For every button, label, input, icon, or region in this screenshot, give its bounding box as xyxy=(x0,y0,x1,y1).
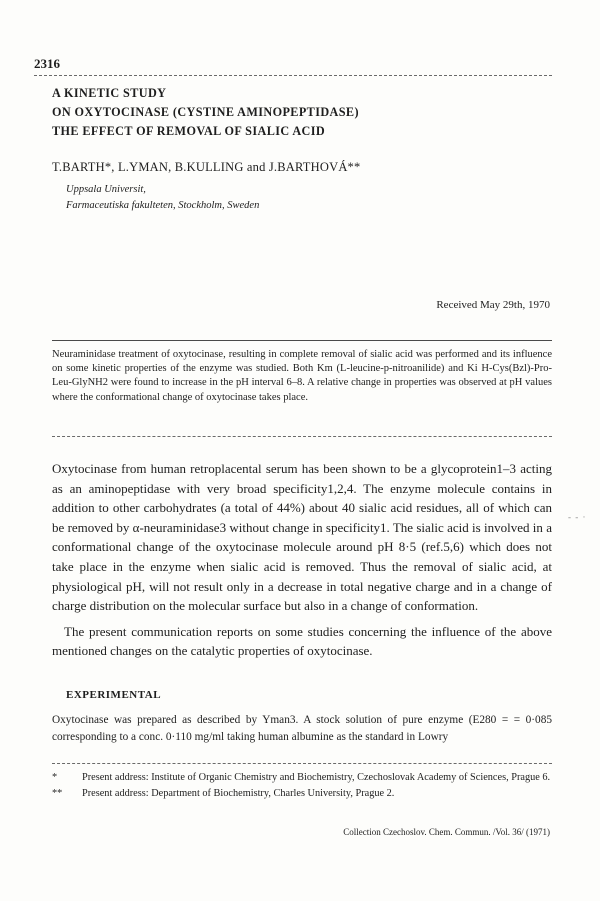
title-line-1: A KINETIC STUDY xyxy=(52,86,167,100)
body-paragraph-2: The present communication reports on some studies concerning the influence of the above mentioned changes on the catalytic properties of oxytocinase. xyxy=(52,623,552,659)
footnote-2-mark: ** xyxy=(52,787,63,799)
footnote-1 xyxy=(52,770,552,786)
page-number: 2316 xyxy=(34,56,60,71)
footnote-rule xyxy=(52,763,552,764)
affiliation xyxy=(66,182,259,214)
abstract: Neuraminidase treatment of oxytocinase, resulting in complete removal of sialic acid was performed and its influence on some kinetic properties of the enzyme was studied. Both Km (L-leucine-p-nitroanilide) and Ki H-Cys(Bzl)-Pro-Leu-GlyNH2 were found to increase in the pH interval 6–8. A relative change in properties was observed at pH values where the conformational change of oxytocinase takes place. xyxy=(52,349,552,403)
experimental-paragraph: Oxytocinase was prepared as described by Yman3. A stock solution of pure enzyme (E280 = = 0·085 corresponding to a conc. 0·110 mg/ml taking human albumine as the standard in Lowry xyxy=(52,714,552,743)
footnote-2-text: Present address: Department of Biochemistry, Charles University, Prague 2. xyxy=(82,787,395,799)
section-heading: EXPERIMENTAL xyxy=(66,689,162,701)
affiliation-line-1: Uppsala Universit, xyxy=(66,184,146,195)
article-title xyxy=(52,84,359,141)
authors: T.BARTH*, L.YMAN, B.KULLING and J.BARTHOVÁ** xyxy=(52,160,361,174)
title-line-3: THE EFFECT OF REMOVAL OF SIALIC ACID xyxy=(52,124,326,138)
footnote-2 xyxy=(52,786,552,802)
footnotes xyxy=(52,770,552,801)
abstract-bottom-rule xyxy=(52,436,552,437)
header-rule xyxy=(34,75,552,76)
margin-mark: - - · xyxy=(568,512,587,522)
received-date: Received May 29th, 1970 xyxy=(436,299,550,311)
journal-footer: Collection Czechoslov. Chem. Commun. /Vol. 36/ (1971) xyxy=(343,827,550,837)
affiliation-line-2: Farmaceutiska fakulteten, Stockholm, Sweden xyxy=(66,200,260,211)
footnote-1-text: Present address: Institute of Organic Chemistry and Biochemistry, Czechoslovak Academy of Sciences, Prague 6. xyxy=(82,772,551,783)
body-paragraph-1: Oxytocinase from human retroplacental serum has been shown to be a glycoprotein1–3 acting as an aminopeptidase with very broad specificity1,2,4. The enzyme molecule contains in addition to other carbohydrates (a total of 44%) about 40 sialic acid residues, all of which can be removed by α-neuraminidase3 without change in specificity1. The sialic acid is involved in a conformational change of the oxytocinase molecule around pH 8·5 (ref.5,6) which does not take place in the enzyme when sialic acid is removed. Thus the removal of sialic acid, at physiological pH, will not result only in a decrease in total negative charge and in a change of charge distribution on the molecular surface but also in a change of conformation. xyxy=(52,461,552,614)
abstract-top-rule xyxy=(52,340,552,341)
footnote-1-mark: * xyxy=(52,772,58,783)
body-text xyxy=(52,459,552,661)
title-line-2: ON OXYTOCINASE (CYSTINE AMINOPEPTIDASE) xyxy=(52,105,359,119)
